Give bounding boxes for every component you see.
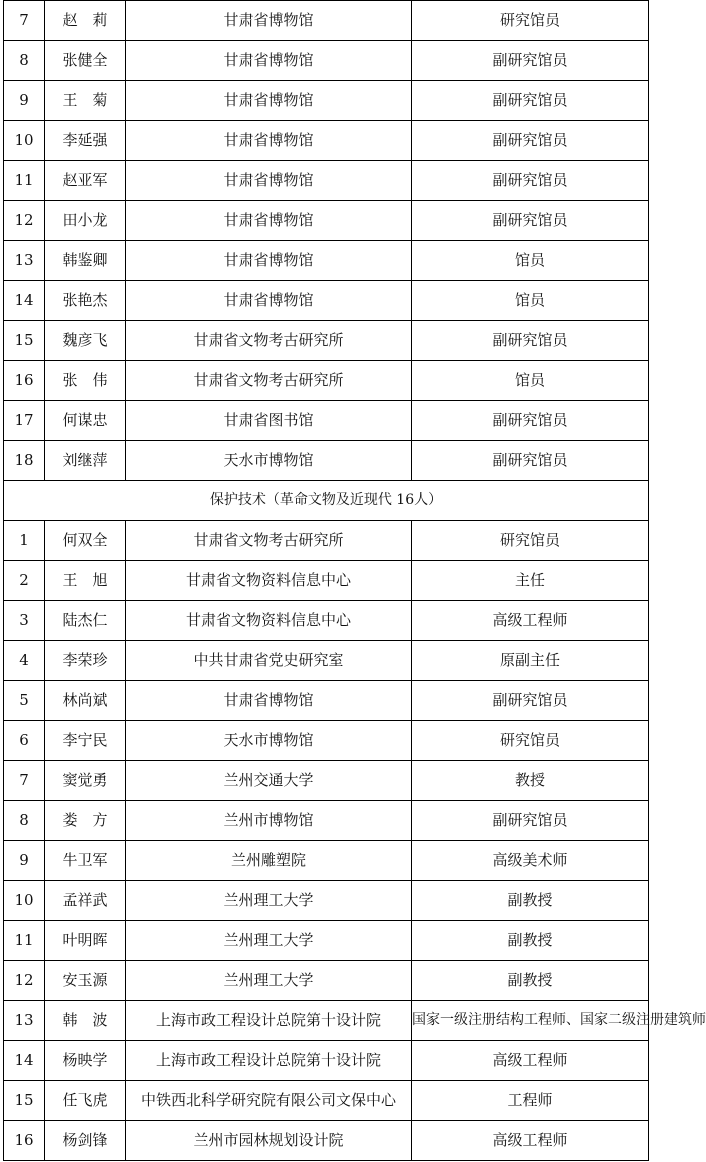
table-row — [4, 1081, 649, 1121]
table-row — [4, 561, 649, 601]
person-name: 赵亚军 — [45, 161, 126, 201]
work-unit: 上海市政工程设计总院第十设计院 — [126, 1001, 412, 1041]
row-number: 13 — [4, 1001, 45, 1041]
row-number: 16 — [4, 1121, 45, 1161]
expert-list-table — [3, 0, 706, 1161]
person-name: 刘继萍 — [45, 441, 126, 481]
row-number: 13 — [4, 241, 45, 281]
person-name: 韩 波 — [45, 1001, 126, 1041]
job-title: 研究馆员 — [412, 521, 649, 561]
person-name: 何双全 — [45, 521, 126, 561]
job-title: 馆员 — [412, 241, 649, 281]
person-name: 李宁民 — [45, 721, 126, 761]
work-unit: 甘肃省博物馆 — [126, 81, 412, 121]
row-number: 3 — [4, 601, 45, 641]
person-name: 田小龙 — [45, 201, 126, 241]
row-number: 9 — [4, 81, 45, 121]
table-row — [4, 641, 649, 681]
section-title: 保护技术（革命文物及近现代 16人） — [4, 481, 649, 521]
table-row — [4, 881, 649, 921]
person-name: 赵 莉 — [45, 1, 126, 41]
job-title: 原副主任 — [412, 641, 649, 681]
job-title: 副教授 — [412, 921, 649, 961]
table-row — [4, 321, 649, 361]
person-name: 陆杰仁 — [45, 601, 126, 641]
person-name: 孟祥武 — [45, 881, 126, 921]
row-number: 12 — [4, 201, 45, 241]
person-name: 杨剑锋 — [45, 1121, 126, 1161]
job-title: 馆员 — [412, 281, 649, 321]
work-unit: 甘肃省博物馆 — [126, 241, 412, 281]
job-title: 馆员 — [412, 361, 649, 401]
job-title: 副研究馆员 — [412, 41, 649, 81]
person-name: 杨映学 — [45, 1041, 126, 1081]
job-title: 副研究馆员 — [412, 201, 649, 241]
job-title: 高级工程师 — [412, 1121, 649, 1161]
row-number: 9 — [4, 841, 45, 881]
table-row — [4, 1, 649, 41]
job-title: 副研究馆员 — [412, 161, 649, 201]
job-title: 工程师 — [412, 1081, 649, 1121]
person-name: 张 伟 — [45, 361, 126, 401]
work-unit: 甘肃省博物馆 — [126, 681, 412, 721]
row-number: 1 — [4, 521, 45, 561]
row-number: 14 — [4, 1041, 45, 1081]
table-row — [4, 681, 649, 721]
work-unit: 甘肃省博物馆 — [126, 161, 412, 201]
job-title: 副研究馆员 — [412, 801, 649, 841]
person-name: 任飞虎 — [45, 1081, 126, 1121]
work-unit: 甘肃省博物馆 — [126, 281, 412, 321]
section-header-row — [4, 481, 649, 521]
row-number: 12 — [4, 961, 45, 1001]
work-unit: 中铁西北科学研究院有限公司文保中心 — [126, 1081, 412, 1121]
row-number: 7 — [4, 1, 45, 41]
table-row — [4, 1121, 649, 1161]
person-name: 魏彦飞 — [45, 321, 126, 361]
table-row — [4, 441, 649, 481]
job-title: 研究馆员 — [412, 721, 649, 761]
work-unit: 甘肃省文物考古研究所 — [126, 361, 412, 401]
table-row — [4, 521, 649, 561]
work-unit: 甘肃省博物馆 — [126, 1, 412, 41]
table-row — [4, 841, 649, 881]
group-b-rows — [4, 521, 706, 1161]
job-title: 副研究馆员 — [412, 81, 649, 121]
table-row — [4, 281, 649, 321]
job-title: 主任 — [412, 561, 649, 601]
job-title: 副研究馆员 — [412, 681, 649, 721]
row-number: 6 — [4, 721, 45, 761]
person-name: 李延强 — [45, 121, 126, 161]
work-unit: 兰州雕塑院 — [126, 841, 412, 881]
work-unit: 兰州市园林规划设计院 — [126, 1121, 412, 1161]
work-unit: 甘肃省博物馆 — [126, 121, 412, 161]
work-unit: 兰州理工大学 — [126, 961, 412, 1001]
row-number: 4 — [4, 641, 45, 681]
table-row — [4, 961, 649, 1001]
row-number: 17 — [4, 401, 45, 441]
table-row — [4, 361, 649, 401]
work-unit: 兰州交通大学 — [126, 761, 412, 801]
work-unit: 甘肃省博物馆 — [126, 201, 412, 241]
table-row — [4, 801, 649, 841]
table-row — [4, 1001, 649, 1041]
table-row — [4, 41, 649, 81]
row-number: 5 — [4, 681, 45, 721]
work-unit: 天水市博物馆 — [126, 721, 412, 761]
job-title: 高级工程师 — [412, 601, 649, 641]
row-number: 8 — [4, 801, 45, 841]
table-row — [4, 401, 649, 441]
person-name: 张健全 — [45, 41, 126, 81]
work-unit: 兰州理工大学 — [126, 921, 412, 961]
work-unit: 兰州市博物馆 — [126, 801, 412, 841]
job-title: 副研究馆员 — [412, 441, 649, 481]
work-unit: 上海市政工程设计总院第十设计院 — [126, 1041, 412, 1081]
person-name: 王 菊 — [45, 81, 126, 121]
person-name: 安玉源 — [45, 961, 126, 1001]
person-name: 韩鉴卿 — [45, 241, 126, 281]
table-row — [4, 1041, 649, 1081]
work-unit: 甘肃省博物馆 — [126, 41, 412, 81]
job-title: 副研究馆员 — [412, 401, 649, 441]
table-row — [4, 241, 649, 281]
table-row — [4, 721, 649, 761]
row-number: 16 — [4, 361, 45, 401]
work-unit: 甘肃省文物资料信息中心 — [126, 601, 412, 641]
job-title: 研究馆员 — [412, 1, 649, 41]
job-title: 高级美术师 — [412, 841, 649, 881]
row-number: 8 — [4, 41, 45, 81]
row-number: 15 — [4, 1081, 45, 1121]
table-row — [4, 601, 649, 641]
row-number: 2 — [4, 561, 45, 601]
table-row — [4, 161, 649, 201]
work-unit: 甘肃省文物资料信息中心 — [126, 561, 412, 601]
row-number: 7 — [4, 761, 45, 801]
row-number: 11 — [4, 921, 45, 961]
person-name: 娄 方 — [45, 801, 126, 841]
table-row — [4, 921, 649, 961]
person-name: 何谋忠 — [45, 401, 126, 441]
job-title: 教授 — [412, 761, 649, 801]
row-number: 15 — [4, 321, 45, 361]
work-unit: 甘肃省文物考古研究所 — [126, 521, 412, 561]
job-title: 副研究馆员 — [412, 321, 649, 361]
person-name: 叶明晖 — [45, 921, 126, 961]
work-unit: 天水市博物馆 — [126, 441, 412, 481]
person-name: 李荣珍 — [45, 641, 126, 681]
person-name: 牛卫军 — [45, 841, 126, 881]
row-number: 10 — [4, 881, 45, 921]
group-a-rows — [4, 1, 649, 481]
row-number: 18 — [4, 441, 45, 481]
person-name: 张艳杰 — [45, 281, 126, 321]
job-title: 副教授 — [412, 961, 649, 1001]
section-header-body — [4, 481, 649, 521]
table-row — [4, 761, 649, 801]
person-name: 王 旭 — [45, 561, 126, 601]
job-title: 国家一级注册结构工程师、国家二级注册建筑师 — [412, 1001, 649, 1041]
person-name: 林尚斌 — [45, 681, 126, 721]
job-title: 高级工程师 — [412, 1041, 649, 1081]
job-title: 副教授 — [412, 881, 649, 921]
job-title: 副研究馆员 — [412, 121, 649, 161]
table-row — [4, 121, 649, 161]
row-number: 11 — [4, 161, 45, 201]
row-number: 10 — [4, 121, 45, 161]
table-row — [4, 81, 649, 121]
work-unit: 兰州理工大学 — [126, 881, 412, 921]
work-unit: 甘肃省图书馆 — [126, 401, 412, 441]
work-unit: 甘肃省文物考古研究所 — [126, 321, 412, 361]
person-name: 窦觉勇 — [45, 761, 126, 801]
table-row — [4, 201, 649, 241]
row-number: 14 — [4, 281, 45, 321]
work-unit: 中共甘肃省党史研究室 — [126, 641, 412, 681]
